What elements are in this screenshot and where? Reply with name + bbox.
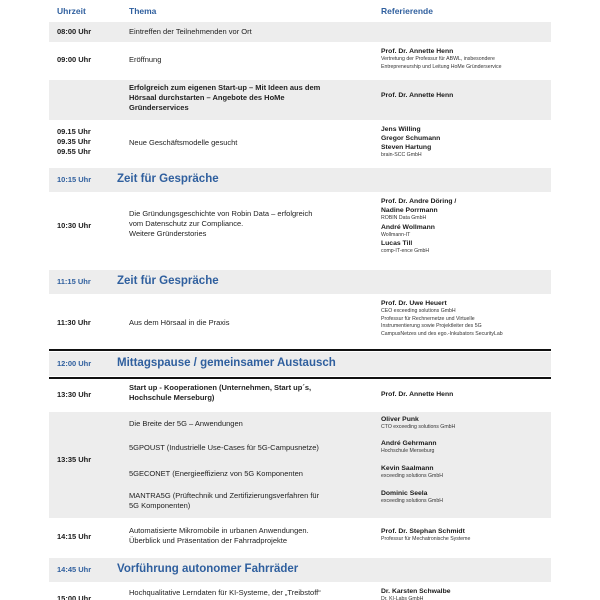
topic: Eröffnung [129, 55, 162, 64]
topic-line: Weitere Gründerstories [129, 229, 207, 238]
agenda-row-1015 [49, 168, 551, 192]
speaker-name: André Wollmann [381, 223, 435, 231]
agenda-row-1030 [49, 194, 551, 266]
speaker-block [381, 91, 581, 100]
time: 09.55 Uhr [57, 147, 91, 156]
agenda-row-1200 [49, 352, 551, 376]
topic [129, 209, 374, 239]
time: 09:00 Uhr [57, 55, 92, 64]
topic: Vorführung autonomer Fahrräder [117, 563, 299, 575]
speaker-block [381, 47, 581, 71]
speaker-block [381, 197, 581, 256]
column-header-topic: Thema [129, 6, 157, 16]
topic-line: Start up - Kooperationen (Unternehmen, Start up´s, [129, 383, 312, 392]
speaker-name: Dr. Karsten Schwalbe [381, 588, 451, 595]
topic: Die Breite der 5G – Anwendungen [129, 419, 243, 428]
time: 09.15 Uhr [57, 127, 91, 136]
agenda-row-1335 [49, 412, 551, 518]
topic [129, 491, 374, 511]
speaker-name: Prof. Dr. Stephan Schmidt [381, 528, 465, 535]
section-divider [49, 349, 551, 351]
topic-line: Überblick und Präsentation der Fahrradprojekte [129, 536, 288, 545]
topic-line: MANTRA5G (Prüftechnik und Zertifizierungsverfahren für [129, 491, 320, 500]
topic-line: 5G Komponenten) [129, 501, 191, 510]
time: 11:30 Uhr [57, 318, 91, 327]
agenda-row-1130 [49, 296, 551, 348]
speaker-block [381, 489, 581, 506]
topic: Zeit für Gespräche [117, 173, 219, 185]
topic-line: Gründerservices [129, 103, 189, 112]
speaker-name: André Gehrmann [381, 440, 437, 447]
time-list [57, 127, 91, 157]
topic: 5GECONET (Energieeffizienz von 5G Komponenten [129, 469, 303, 478]
speaker-desc: CEO exceeding solutions GmbH [381, 308, 456, 314]
speaker-name: Prof. Dr. Annette Henn [381, 92, 454, 99]
agenda-row-0800 [49, 22, 551, 42]
topic-line: Hochschule Merseburg) [129, 393, 215, 402]
speaker-block [381, 125, 581, 160]
speaker-name: Prof. Dr. Annette Henn [381, 48, 454, 55]
topic [129, 383, 374, 403]
time: 10:30 Uhr [57, 221, 92, 230]
speaker-org: CTO exceeding solutions GmbH [381, 424, 456, 430]
speaker-name: Kevin Saalmann [381, 465, 434, 472]
time: 10:15 Uhr [57, 175, 92, 184]
topic: Hochqualitative Lerndaten für KI-Systeme, der „Treibstoff“ [129, 588, 321, 597]
time: 15:00 Uhr [57, 594, 92, 600]
topic-line: vom Datenschutz zur Compliance. [129, 219, 244, 228]
speaker-block [381, 415, 581, 432]
speaker-desc: Entrepreneurship und Leitung HoMe Gründerservice [381, 63, 502, 70]
topic: Mittagspause / gemeinsamer Austausch [117, 357, 336, 369]
time: 12:00 Uhr [57, 359, 92, 368]
agenda-row-1445 [49, 558, 551, 582]
speaker-org: brain-SCC GmbH [381, 152, 422, 158]
agenda-row-0915 [49, 122, 551, 165]
speaker-org: exceeding solutions GmbH [381, 498, 443, 504]
speaker-name: Prof. Dr. Annette Henn [381, 391, 454, 398]
speaker-name: Oliver Punk [381, 416, 419, 423]
agenda-row-0900 [49, 44, 551, 78]
speaker-org: Wollmann-IT [381, 231, 411, 238]
speaker-block [381, 527, 581, 544]
column-header-time: Uhrzeit [57, 6, 86, 16]
speaker-org: exceeding solutions GmbH [381, 473, 443, 479]
topic-line: Erfolgreich zum eigenen Start-up – Mit Ideen aus dem [129, 83, 321, 92]
speaker-name: Dominic Seela [381, 490, 428, 497]
speaker-org: ROBIN Data GmbH [381, 215, 427, 221]
agenda-row-1115 [49, 270, 551, 294]
topic [129, 526, 374, 546]
time: 09.35 Uhr [57, 137, 91, 146]
speaker-desc: Vertretung der Professur für ABWL, insbesondere [381, 56, 495, 62]
speaker-org: comp-IT-ence GmbH [381, 248, 430, 254]
time: 14:15 Uhr [57, 532, 92, 541]
agenda-row-1330 [49, 380, 551, 410]
speaker-desc: Professur für Mechatronische Systeme [381, 536, 471, 542]
agenda-row-1415 [49, 521, 551, 555]
topic-line: Hörsaal durchstarten – Angebote des HoMe [129, 93, 285, 102]
topic: Eintreffen der Teilnehmenden vor Ort [129, 27, 252, 36]
speaker-name: Steven Hartung [381, 144, 432, 151]
speaker-org: Hochschule Merseburg [381, 448, 435, 454]
topic-line: Die Gründungsgeschichte von Robin Data – erfolgreich [129, 209, 313, 218]
speaker-block [381, 390, 581, 399]
topic: Neue Geschäftsmodelle gesucht [129, 138, 238, 147]
time: 13:30 Uhr [57, 390, 92, 399]
time: 11:15 Uhr [57, 277, 91, 286]
speaker-block [381, 587, 551, 600]
speaker-name: Gregor Schumann [381, 135, 441, 142]
speaker-block [381, 299, 581, 338]
speaker-name: Lucas Till [381, 240, 413, 247]
speaker-desc: CampusNetzes und des ego.-Inkubators SecurityLab [381, 330, 503, 337]
speaker-name: Prof. Dr. Andre Döring / [381, 198, 457, 205]
time: 13:35 Uhr [57, 455, 92, 464]
time: 14:45 Uhr [57, 565, 92, 574]
topic: Aus dem Hörsaal in die Praxis [129, 318, 230, 327]
topic [129, 83, 374, 113]
topic: 5GPOUST (Industrielle Use-Cases für 5G-Campusnetze) [129, 443, 319, 452]
speaker-name: Nadine Porrmann [381, 207, 438, 214]
speaker-block [381, 464, 581, 481]
topic: Zeit für Gespräche [117, 275, 219, 287]
column-header-speakers: Referierende [381, 6, 433, 16]
agenda-row-startup [49, 80, 551, 120]
topic-line: Automatisierte Mikromobile in urbanen Anwendungen. [129, 526, 309, 535]
time: 08:00 Uhr [57, 27, 92, 36]
speaker-block [381, 439, 581, 456]
speaker-desc: Professur für Rechnernetze und Virtuelle [381, 315, 475, 322]
speaker-desc: Instrumentierung sowie Projektleiter des 5G [381, 323, 482, 329]
speaker-desc: Dr. KI-Labs GmbH [381, 596, 424, 600]
section-divider [49, 377, 551, 379]
agenda-row-1500 [49, 584, 551, 600]
speaker-name: Prof. Dr. Uwe Heuert [381, 300, 447, 307]
speaker-name: Jens Willing [381, 126, 421, 133]
